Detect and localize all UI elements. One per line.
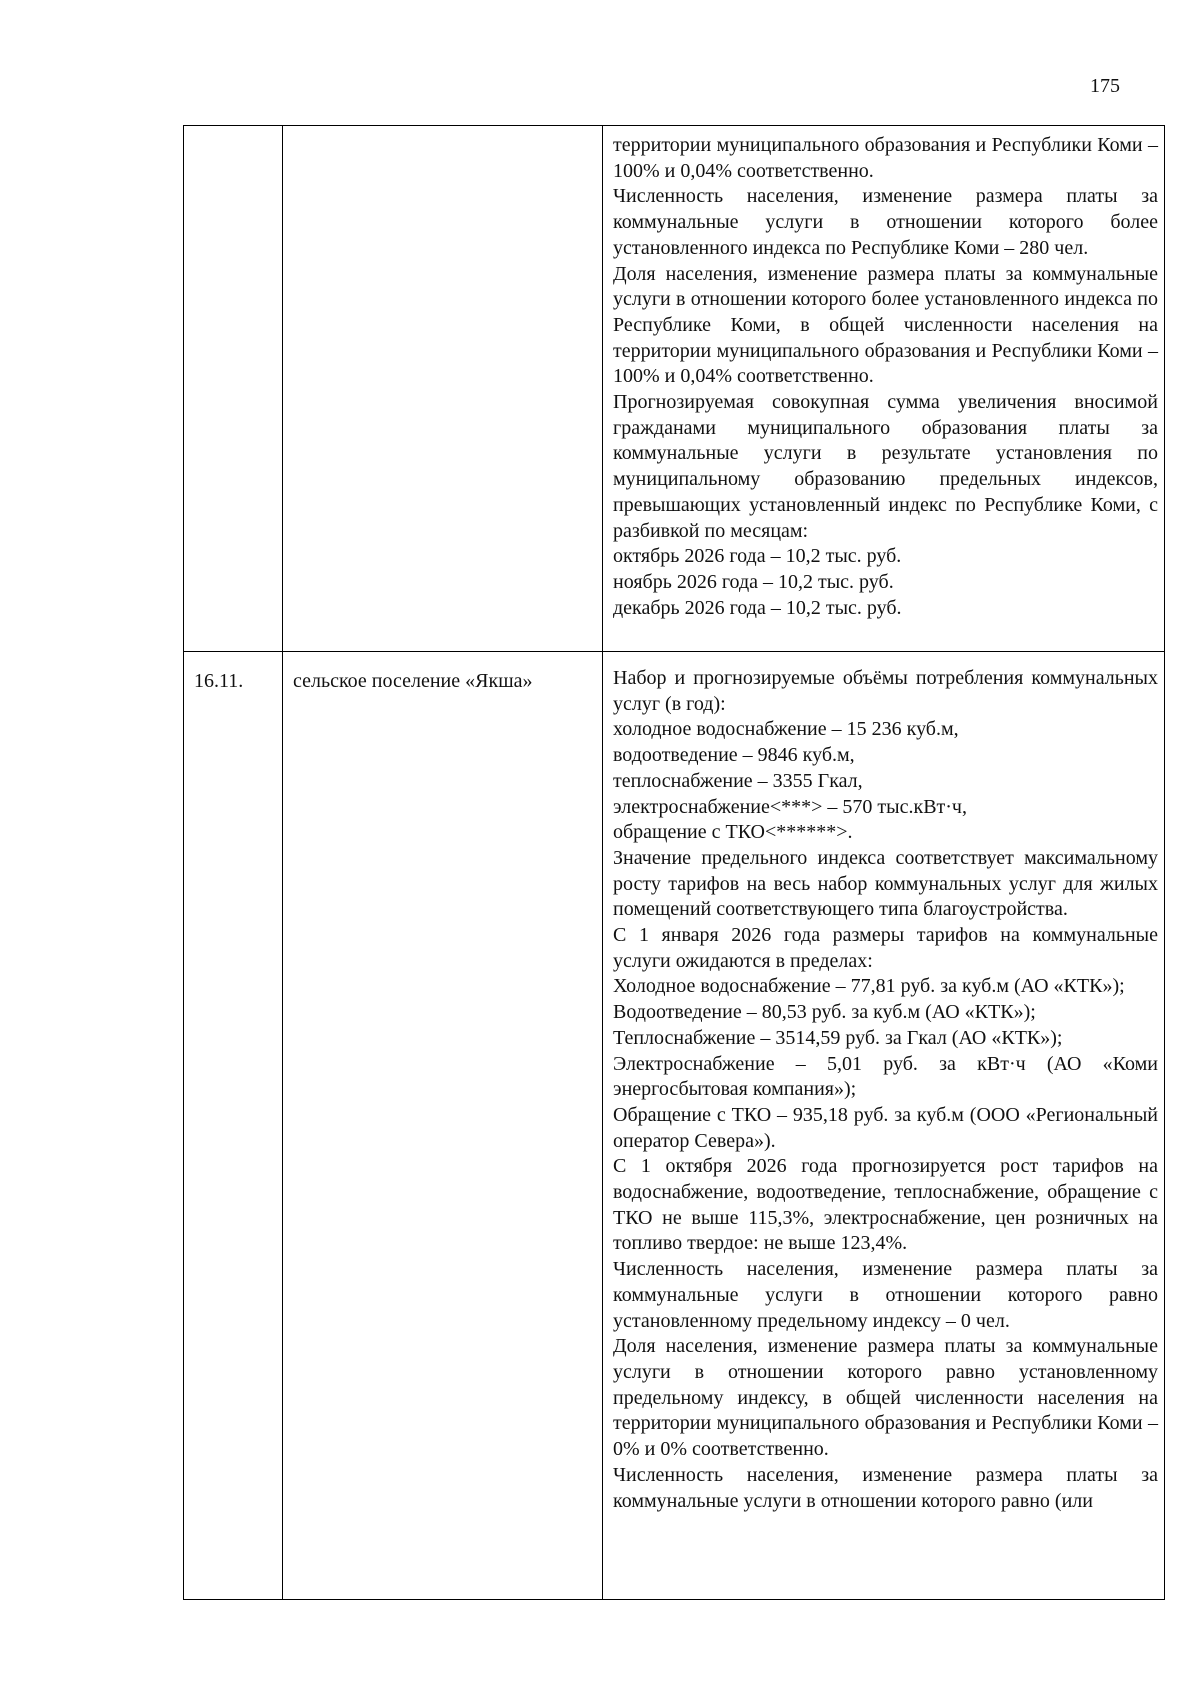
paragraph: Водоотведение – 80,53 руб. за куб.м (АО «КТК»); — [613, 1001, 1036, 1024]
row-number-cell — [184, 126, 283, 652]
row-name-cell: сельское поселение «Якша» — [283, 652, 603, 1600]
page-number: 175 — [1090, 75, 1120, 97]
paragraph: Значение предельного индекса соответствует максимальному росту тарифов на весь набор коммунальных услуг для жилых помещений соответствующего типа благоустройства. — [613, 846, 1158, 921]
row-text-cell — [603, 126, 1165, 652]
paragraph: электроснабжение<***> – 570 тыс.кВт·ч, — [613, 795, 967, 818]
paragraph: Численность населения, изменение размера платы за коммунальные услуги в отношении которого равно (или — [613, 1463, 1158, 1512]
paragraph: территории муниципального образования и Республики Коми – 100% и 0,04% соответственно. — [613, 134, 1158, 182]
tariff-table — [183, 125, 1165, 1600]
table-row — [184, 652, 1165, 1600]
paragraph: Набор и прогнозируемые объёмы потребления коммунальных услуг (в год): — [613, 667, 1158, 715]
paragraph: теплоснабжение – 3355 Гкал, — [613, 769, 863, 792]
paragraph: водоотведение – 9846 куб.м, — [613, 744, 855, 767]
paragraph: обращение с ТКО<******>. — [613, 821, 853, 844]
paragraph: Обращение с ТКО – 935,18 руб. за куб.м (ООО «Региональный оператор Севера»). — [613, 1103, 1158, 1152]
paragraph: холодное водоснабжение – 15 236 куб.м, — [613, 718, 959, 741]
paragraph: Холодное водоснабжение – 77,81 руб. за куб.м (АО «КТК»); — [613, 975, 1125, 998]
paragraph: октябрь 2026 года – 10,2 тыс. руб. — [613, 545, 902, 568]
paragraph: Доля населения, изменение размера платы за коммунальные услуги в отношении которого более установленного индекса по Республике Коми, в общей численности населения на территории муниципального образования и Республики Коми – 100% и 0,04% соответственно. — [613, 262, 1158, 388]
paragraph: Электроснабжение – 5,01 руб. за кВт·ч (АО «Коми энергосбытовая компания»); — [613, 1052, 1158, 1101]
paragraph: ноябрь 2026 года – 10,2 тыс. руб. — [613, 570, 894, 593]
paragraph: Прогнозируемая совокупная сумма увеличения вносимой гражданами муниципального образования платы за коммунальные услуги в результате установления по муниципальному образованию предельных индексов, превышающих установленный индекс по Республике Коми, с разбивкой по месяцам: — [613, 391, 1158, 542]
paragraph: Теплоснабжение – 3514,59 руб. за Гкал (АО «КТК»); — [613, 1026, 1063, 1049]
row-text-cell — [603, 652, 1165, 1600]
paragraph: С 1 января 2026 года размеры тарифов на коммунальные услуги ожидаются в пределах: — [613, 924, 1158, 972]
paragraph: декабрь 2026 года – 10,2 тыс. руб. — [613, 596, 902, 619]
row-number-cell: 16.11. — [184, 652, 283, 1600]
paragraph: Численность населения, изменение размера платы за коммунальные услуги в отношении которого равно установленному предельному индексу – 0 чел. — [613, 1258, 1158, 1332]
paragraph: Доля населения, изменение размера платы за коммунальные услуги в отношении которого равно установленному предельному индексу, в общей численности населения на территории муниципального образования и Республики Коми – 0% и 0% соответственно. — [613, 1335, 1158, 1461]
paragraph: Численность населения, изменение размера платы за коммунальные услуги в отношении которого более установленного индекса по Республике Коми – 280 чел. — [613, 185, 1158, 259]
paragraph: С 1 октября 2026 года прогнозируется рост тарифов на водоснабжение, водоотведение, теплоснабжение, обращение с ТКО не выше 115,3%, электроснабжение, цен розничных на топливо твердое: не выше 123,4%. — [613, 1155, 1158, 1255]
row-name-cell — [283, 126, 603, 652]
table-row — [184, 126, 1165, 652]
